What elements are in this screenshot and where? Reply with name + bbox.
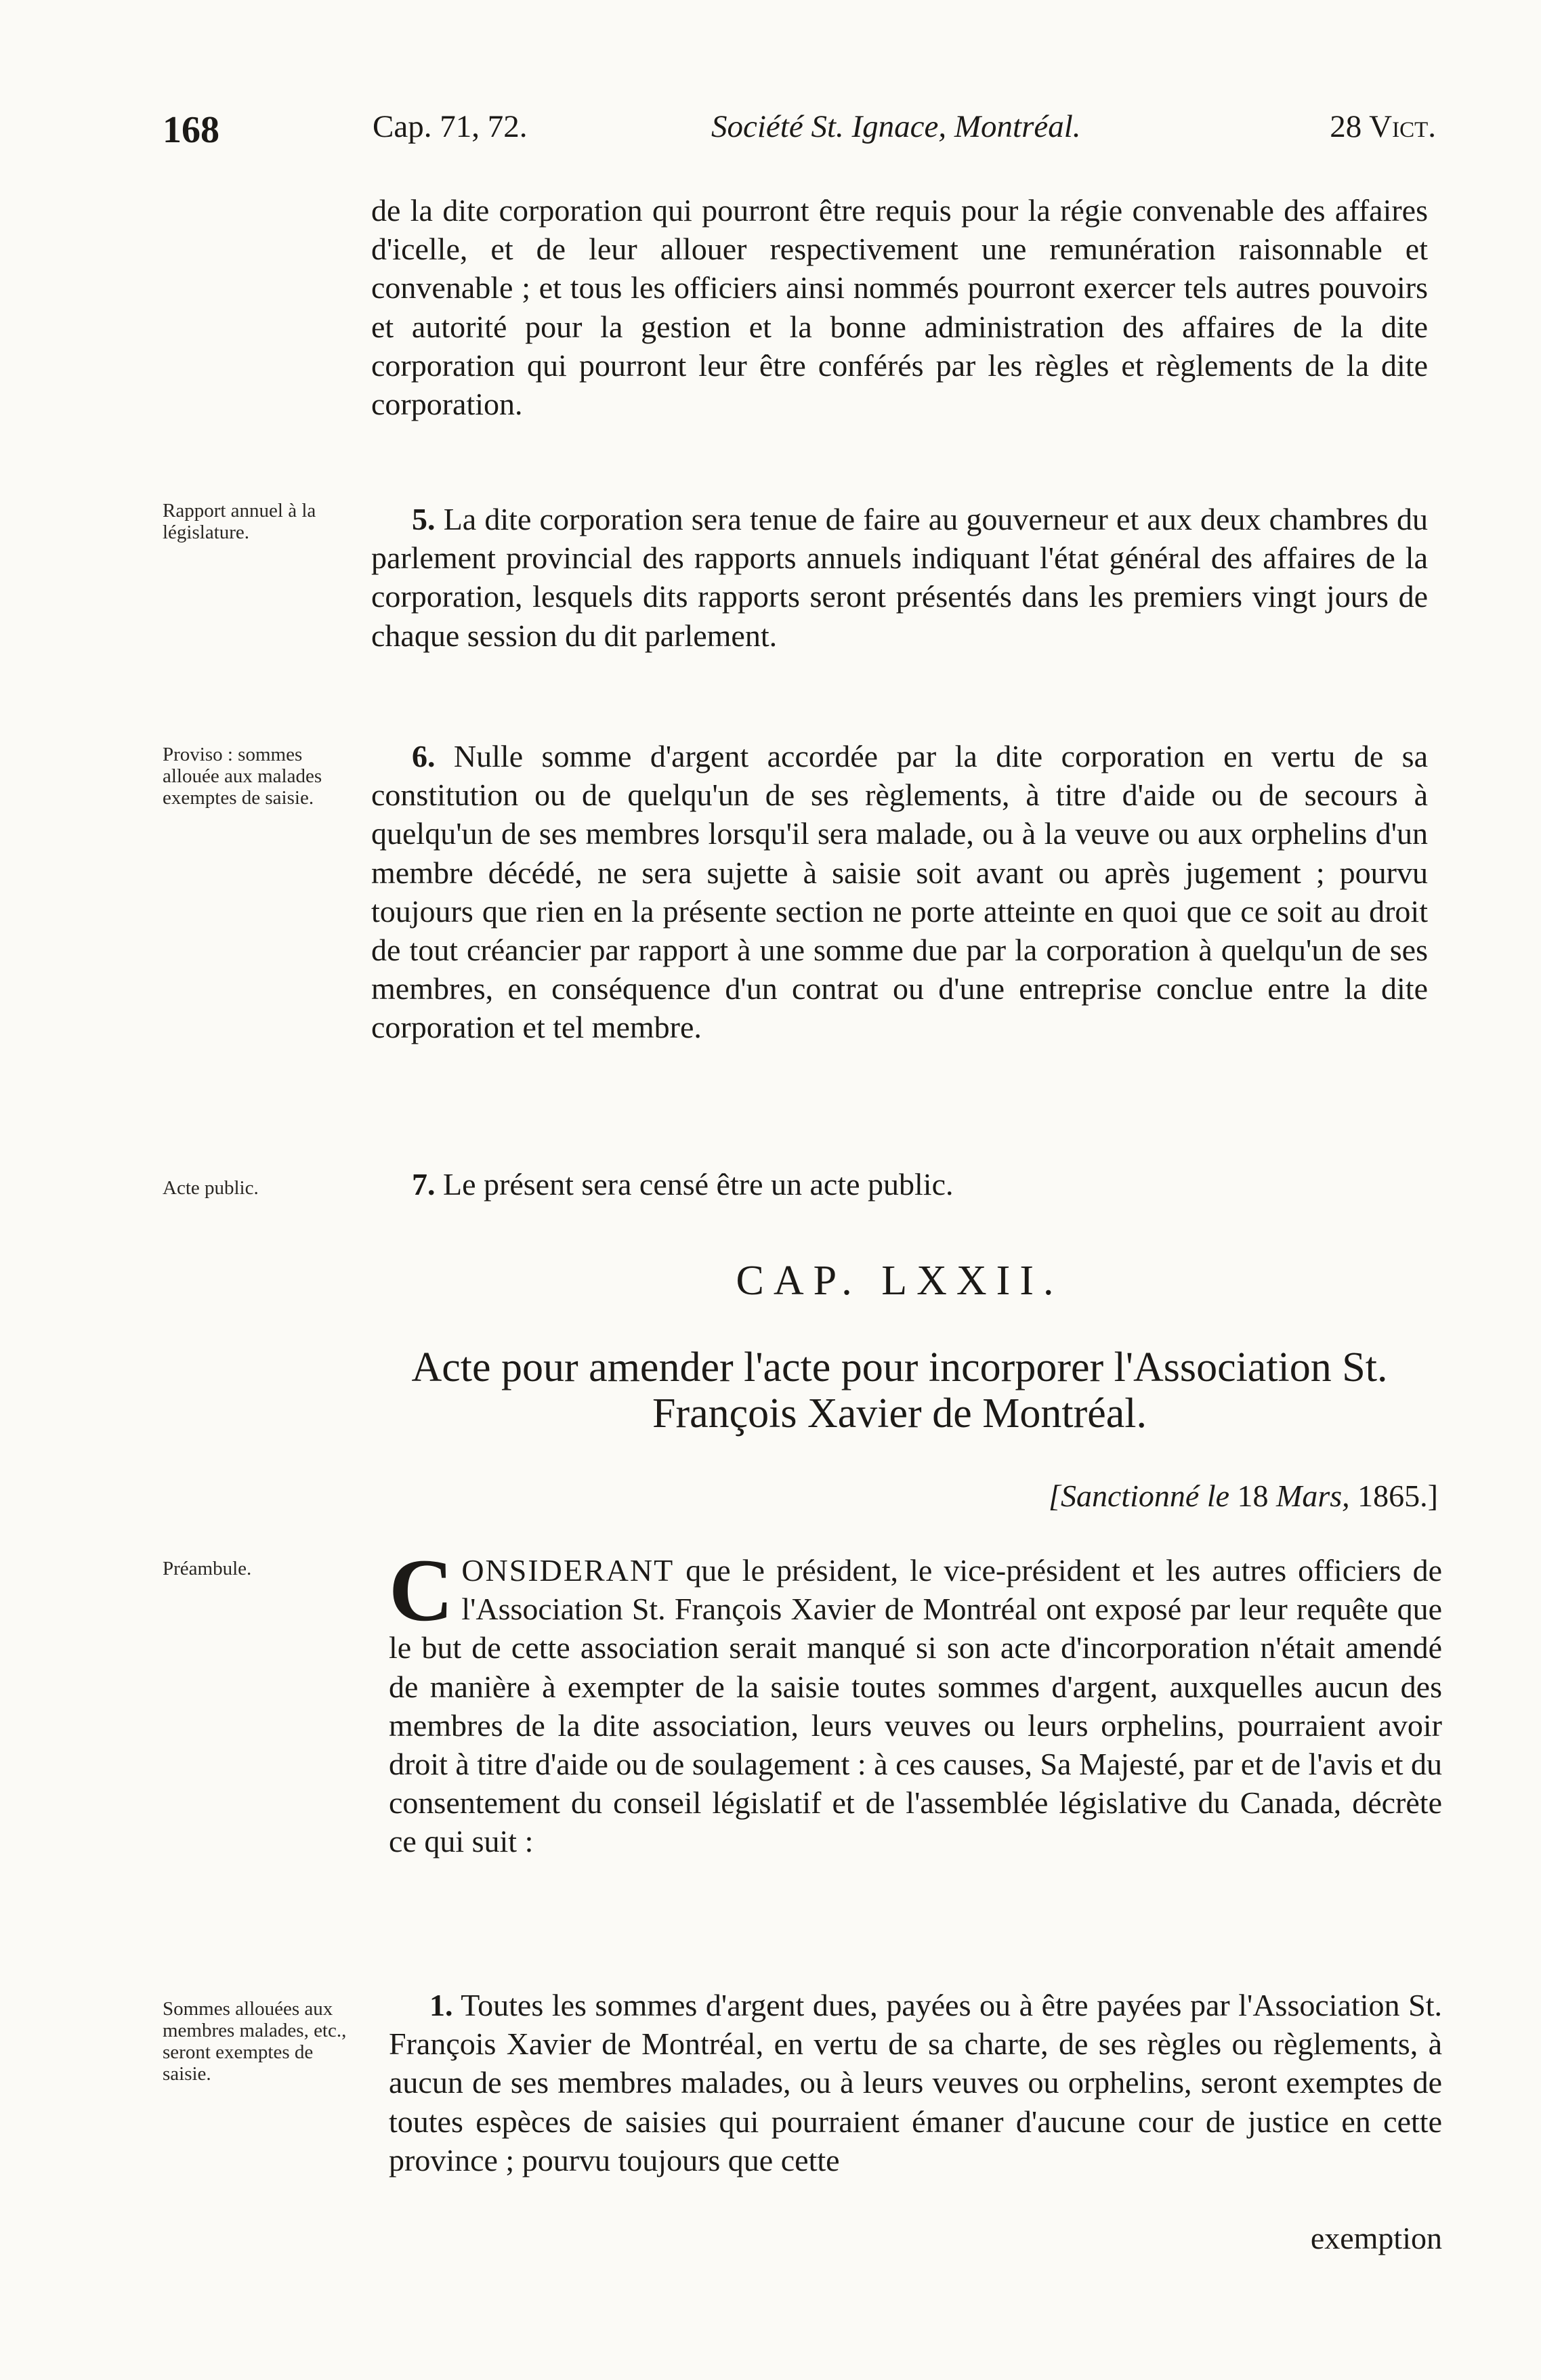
margin-note-preambule: Préambule. <box>163 1558 252 1579</box>
sanction-year: 1865.] <box>1357 1479 1438 1513</box>
sanction-date: 18 <box>1237 1479 1269 1513</box>
section-text: Nulle somme d'argent accordée par la dite corporation en vertu de sa constitution ou de quelqu'un de ses règlements, à titre d'aide ou de secours à quelqu'un de ses membres lorsqu'il sera malade, ou à la veuve ou aux orphelins d'un membre décédé, ne sera sujette à saisie soit avant ou après jugement ; pourvu toujours que rien en la présente section ne porte atteinte en quoi que ce soit au droit de tout créancier par rapport à une somme due par la corporation à quelqu'un de ses membres, en conséquence d'un contrat ou d'une entreprise conclue entre la dite corporation et tel membre. <box>371 739 1428 1045</box>
drop-cap: C <box>389 1540 454 1640</box>
chapter-reference: Cap. 71, 72. <box>373 109 528 144</box>
margin-note-acte-public: Acte public. <box>163 1177 259 1199</box>
section-6 <box>371 737 1428 1047</box>
section-number: 7. <box>412 1167 436 1202</box>
section-1 <box>389 1986 1442 2180</box>
continued-text: de la dite corporation qui pourront être requis pour la régie convenable des affaires d'icelle, et de leur allouer respectivement une remunération raisonnable et convenable ; et tous les officiers ainsi nommés pourront exercer tels autres pouvoirs et autorité pour la gestion et la bonne administration des affaires de la dite corporation qui pourront leur être conférés par les règles et règlements de la dite corporation. <box>371 193 1428 422</box>
sanction-line <box>1049 1478 1438 1514</box>
preamble <box>389 1540 1443 1861</box>
preamble-lead: ONSIDERANT <box>461 1553 675 1588</box>
margin-note-proviso: Proviso : sommes allouée aux malades exemptes de saisie. <box>163 744 322 809</box>
page-header <box>163 108 1436 163</box>
section-number: 5. <box>412 502 436 536</box>
section-7 <box>371 1165 1428 1204</box>
running-title: Société St. Ignace, Montréal. <box>711 109 1081 144</box>
chapter-heading: CAP. LXXII. <box>736 1258 1063 1304</box>
preamble-text: que le président, le vice-président et les autres officiers de l'Association St. François Xavier de Montréal ont exposé par leur requête que le but de cette association serait manqué si son acte d'incorporation n'était amendé de manière à exempter de la saisie toutes sommes d'argent, auxquelles aucun des membres de la dite association, leurs veuves ou leurs orphelins, pourraient avoir droit à titre d'aide ou de soulagement : à ces causes, Sa Majesté, par et de l'avis et du consentement du conseil législatif et de l'assemblée législative du Canada, décrète ce qui suit : <box>389 1553 1443 1859</box>
section-number: 6. <box>412 739 436 773</box>
section-number: 1. <box>429 1988 453 2022</box>
continued-paragraph <box>371 191 1428 423</box>
section-5 <box>371 500 1428 655</box>
section-text: Le présent sera censé être un acte public. <box>443 1167 954 1202</box>
regnal-year: 28 Vict. <box>1330 109 1436 144</box>
margin-note-sommes: Sommes allouées aux membres malades, etc., seront exemptes de saisie. <box>163 1998 347 2085</box>
sanction-prefix: [Sanctionné le <box>1049 1479 1230 1513</box>
page-number: 168 <box>163 109 219 151</box>
act-title: Acte pour amender l'acte pour incorporer l'Association St. François Xavier de Montréal. <box>411 1344 1388 1437</box>
sanction-month: Mars, <box>1276 1479 1350 1513</box>
section-text: Toutes les sommes d'argent dues, payées ou à être payées par l'Association St. François Xavier de Montréal, en vertu de sa charte, de ses règles ou règlements, à aucun de ses membres malades, ou à leurs veuves ou orphelins, seront exemptes de toutes espèces de saisies qui pourraient émaner d'aucune cour de justice en cette province ; pourvu toujours que cette <box>389 1988 1442 2177</box>
section-text: La dite corporation sera tenue de faire au gouverneur et aux deux chambres du parlement provincial des rapports annuels indiquant l'état général des affaires de la corporation, lesquels dits rapports seront présentés dans les premiers vingt jours de chaque session du dit parlement. <box>371 502 1429 653</box>
margin-note-rapport: Rapport annuel à la législature. <box>163 500 316 543</box>
catchword: exemption <box>1310 2221 1442 2255</box>
